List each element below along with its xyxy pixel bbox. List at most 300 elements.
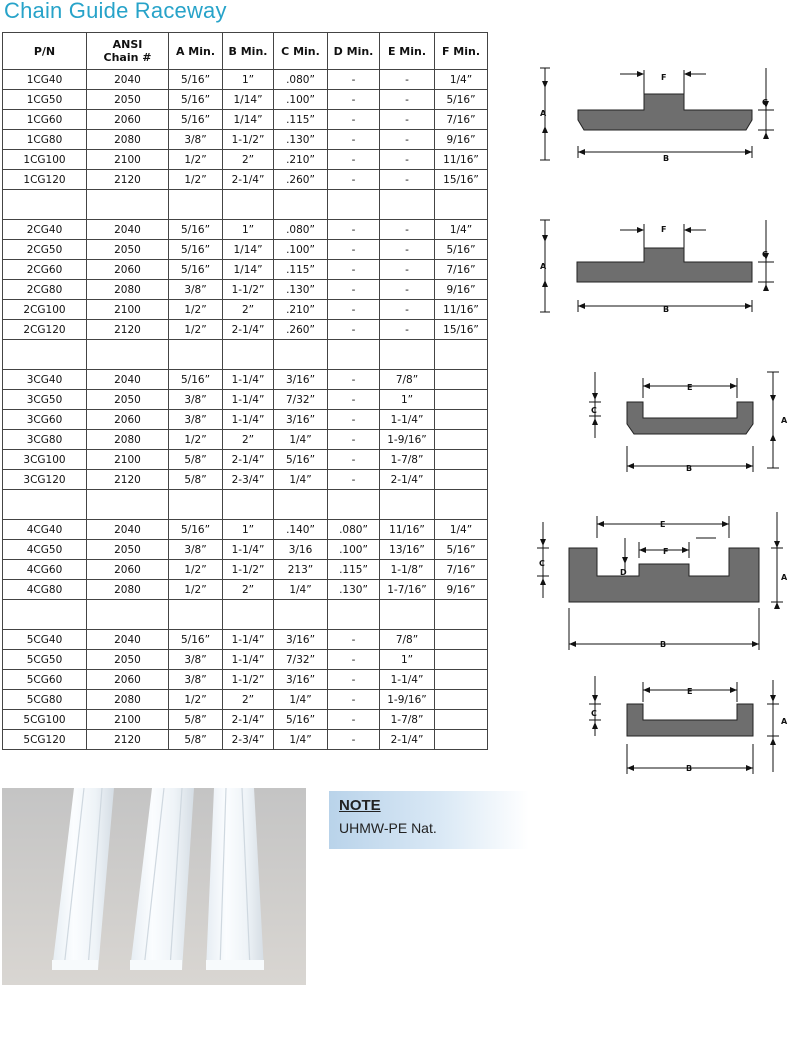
table-row xyxy=(3,650,488,670)
profile-diagram-5cg xyxy=(585,672,790,782)
table-cell: 2050 xyxy=(87,390,169,410)
table-cell: - xyxy=(328,470,380,490)
table-cell: 2CG100 xyxy=(3,300,87,320)
table-cell: 1/2” xyxy=(169,580,223,600)
table-cell: 7/16” xyxy=(435,560,488,580)
table-cell: 1-9/16” xyxy=(380,690,435,710)
column-header-label: C Min. xyxy=(281,44,320,58)
table-cell: 1/4” xyxy=(274,430,328,450)
table-cell: - xyxy=(328,170,380,190)
table-cell: 2-1/4” xyxy=(380,470,435,490)
table-cell: 5/8” xyxy=(169,450,223,470)
spacer-cell xyxy=(169,600,223,630)
table-cell: 4CG60 xyxy=(3,560,87,580)
group-spacer-row xyxy=(3,340,488,370)
table-row xyxy=(3,430,488,450)
table-cell: 2” xyxy=(223,150,274,170)
column-header-label: Chain # xyxy=(103,51,152,64)
table-cell: .080” xyxy=(274,220,328,240)
note-text: UHMW-PE Nat. xyxy=(339,820,437,836)
column-header xyxy=(87,33,169,70)
table-cell: 1-1/4” xyxy=(223,410,274,430)
dim-label-c: C xyxy=(591,406,597,415)
table-cell: .140” xyxy=(274,520,328,540)
dim-label-b: B xyxy=(686,464,693,473)
dim-label-f: F xyxy=(663,547,669,556)
table-cell: 2CG80 xyxy=(3,280,87,300)
profile-3cg-shape xyxy=(627,402,753,434)
table-cell: 1/2” xyxy=(169,300,223,320)
table-cell xyxy=(435,410,488,430)
table-cell: 1-1/2” xyxy=(223,280,274,300)
table-cell: - xyxy=(328,390,380,410)
table-cell: 5/8” xyxy=(169,470,223,490)
spacer-cell xyxy=(328,190,380,220)
spacer-cell xyxy=(87,190,169,220)
table-row xyxy=(3,70,488,90)
table-cell: 3CG40 xyxy=(3,370,87,390)
table-row xyxy=(3,300,488,320)
table-cell: 213” xyxy=(274,560,328,580)
table-row xyxy=(3,690,488,710)
table-cell: 2” xyxy=(223,300,274,320)
table-cell: - xyxy=(328,710,380,730)
table-row xyxy=(3,390,488,410)
table-cell: 5/16” xyxy=(169,70,223,90)
table-cell: 5CG100 xyxy=(3,710,87,730)
profile-5cg-shape xyxy=(627,704,753,736)
dim-label-b: B xyxy=(663,154,670,163)
table-cell: 1-1/4” xyxy=(380,670,435,690)
table-row xyxy=(3,670,488,690)
table-cell xyxy=(435,730,488,750)
table-cell: 2040 xyxy=(87,70,169,90)
table-cell: 5/16” xyxy=(169,240,223,260)
table-body xyxy=(3,70,488,750)
spacer-cell xyxy=(3,190,87,220)
table-header-row xyxy=(3,33,488,70)
dim-label-b: B xyxy=(686,764,693,773)
table-cell: 1CG120 xyxy=(3,170,87,190)
table-row xyxy=(3,280,488,300)
spacer-cell xyxy=(435,490,488,520)
table-cell: 2060 xyxy=(87,110,169,130)
table-cell xyxy=(435,430,488,450)
table-cell: 3/8” xyxy=(169,390,223,410)
profile-4cg-shape xyxy=(569,548,759,602)
table-cell: 2040 xyxy=(87,370,169,390)
table-cell: 1-1/4” xyxy=(223,370,274,390)
dim-label-a: A xyxy=(540,109,547,118)
spec-table xyxy=(2,32,488,750)
table-cell: - xyxy=(328,150,380,170)
spacer-cell xyxy=(3,600,87,630)
table-cell: 1/4” xyxy=(274,690,328,710)
table-cell: 5/16” xyxy=(274,450,328,470)
table-cell: 3CG50 xyxy=(3,390,87,410)
table-cell: 2080 xyxy=(87,580,169,600)
spacer-cell xyxy=(380,600,435,630)
table-cell: 3/8” xyxy=(169,650,223,670)
table-cell: 1-1/2” xyxy=(223,130,274,150)
spacer-cell xyxy=(274,490,328,520)
table-cell: .210” xyxy=(274,300,328,320)
table-cell: 1/4” xyxy=(435,70,488,90)
dim-label-d: D xyxy=(620,568,627,577)
table-row xyxy=(3,710,488,730)
table-cell: 2-1/4” xyxy=(223,320,274,340)
table-cell: - xyxy=(380,300,435,320)
table-cell: 2CG120 xyxy=(3,320,87,340)
table-cell: 1/2” xyxy=(169,170,223,190)
column-header-label: A Min. xyxy=(175,44,216,58)
table-cell: 2050 xyxy=(87,240,169,260)
table-row xyxy=(3,370,488,390)
dim-label-a: A xyxy=(540,262,547,271)
table-cell: 1” xyxy=(380,650,435,670)
table-cell: 3/16” xyxy=(274,370,328,390)
table-cell: - xyxy=(328,630,380,650)
column-header xyxy=(3,33,87,70)
table-row xyxy=(3,450,488,470)
table-cell: 2-1/4” xyxy=(380,730,435,750)
table-cell: 3/8” xyxy=(169,280,223,300)
table-cell: 2120 xyxy=(87,730,169,750)
table-cell: 1-1/8” xyxy=(380,560,435,580)
table-cell: 4CG80 xyxy=(3,580,87,600)
group-spacer-row xyxy=(3,490,488,520)
spacer-cell xyxy=(328,340,380,370)
table-cell: 1-9/16” xyxy=(380,430,435,450)
table-cell: 2080 xyxy=(87,430,169,450)
table-cell: - xyxy=(328,670,380,690)
table-cell: 5CG40 xyxy=(3,630,87,650)
table-row xyxy=(3,130,488,150)
table-cell: 3/16 xyxy=(274,540,328,560)
table-cell: 5/16” xyxy=(169,630,223,650)
table-cell: 1” xyxy=(223,520,274,540)
table-cell: 2120 xyxy=(87,470,169,490)
dim-label-c: C xyxy=(539,559,545,568)
table-cell: 1” xyxy=(223,220,274,240)
table-cell: 2050 xyxy=(87,540,169,560)
spacer-cell xyxy=(274,340,328,370)
table-cell: 5/16” xyxy=(169,110,223,130)
table-cell: 7/8” xyxy=(380,630,435,650)
profile-diagram-4cg xyxy=(533,508,793,658)
table-cell: 1/4” xyxy=(274,470,328,490)
spacer-cell xyxy=(87,340,169,370)
table-cell: 2050 xyxy=(87,650,169,670)
table-cell: 2120 xyxy=(87,320,169,340)
table-cell: - xyxy=(328,430,380,450)
table-cell: 5/16” xyxy=(169,90,223,110)
table-cell: 11/16” xyxy=(435,300,488,320)
table-cell: 3/8” xyxy=(169,130,223,150)
table-cell: - xyxy=(380,90,435,110)
spacer-cell xyxy=(380,190,435,220)
table-cell: - xyxy=(328,220,380,240)
table-cell: 1/2” xyxy=(169,560,223,580)
table-cell: 2100 xyxy=(87,300,169,320)
table-cell: 1-1/4” xyxy=(380,410,435,430)
table-cell: - xyxy=(328,110,380,130)
column-header xyxy=(380,33,435,70)
table-cell: 2040 xyxy=(87,220,169,240)
table-cell: 1” xyxy=(380,390,435,410)
table-cell: 2-1/4” xyxy=(223,170,274,190)
table-cell: 3/8” xyxy=(169,410,223,430)
table-cell: - xyxy=(328,130,380,150)
table-cell: 2CG50 xyxy=(3,240,87,260)
table-cell: 9/16” xyxy=(435,280,488,300)
table-cell: 2100 xyxy=(87,710,169,730)
table-cell: - xyxy=(328,730,380,750)
table-cell: - xyxy=(380,240,435,260)
table-cell xyxy=(435,710,488,730)
table-cell: 1/14” xyxy=(223,90,274,110)
profile-diagram-3cg xyxy=(585,368,790,478)
spacer-cell xyxy=(435,340,488,370)
table-cell: - xyxy=(328,280,380,300)
table-cell: 1CG100 xyxy=(3,150,87,170)
column-header-label: F Min. xyxy=(441,44,481,58)
table-cell: 2100 xyxy=(87,150,169,170)
table-cell: 5/16” xyxy=(169,260,223,280)
table-cell: 2040 xyxy=(87,520,169,540)
table-cell: 1/2” xyxy=(169,430,223,450)
spacer-cell xyxy=(87,490,169,520)
table-row xyxy=(3,170,488,190)
table-row xyxy=(3,90,488,110)
table-cell: 1/14” xyxy=(223,240,274,260)
spacer-cell xyxy=(3,490,87,520)
spacer-cell xyxy=(169,190,223,220)
table-cell: 1CG60 xyxy=(3,110,87,130)
table-cell: 3CG60 xyxy=(3,410,87,430)
table-cell xyxy=(435,450,488,470)
column-header-label: ANSI xyxy=(112,38,143,51)
dim-label-b: B xyxy=(660,640,667,649)
table-cell: - xyxy=(380,150,435,170)
table-cell: 2100 xyxy=(87,450,169,470)
dim-label-e: E xyxy=(687,687,693,696)
column-header xyxy=(223,33,274,70)
table-cell: 1CG50 xyxy=(3,90,87,110)
dim-label-c: C xyxy=(762,98,768,107)
table-cell: .080” xyxy=(274,70,328,90)
table-cell: - xyxy=(328,650,380,670)
table-cell: - xyxy=(328,320,380,340)
table-cell: 3CG120 xyxy=(3,470,87,490)
table-cell: .130” xyxy=(274,280,328,300)
profile-2cg-shape xyxy=(577,248,752,282)
dim-label-a: A xyxy=(781,416,788,425)
dim-label-a: A xyxy=(781,717,788,726)
note-heading: NOTE xyxy=(339,797,381,814)
spacer-cell xyxy=(328,490,380,520)
table-cell: 1-7/8” xyxy=(380,450,435,470)
table-cell: - xyxy=(328,450,380,470)
dim-label-e: E xyxy=(687,383,693,392)
dim-label-f: F xyxy=(661,225,667,234)
table-cell xyxy=(435,390,488,410)
table-cell: - xyxy=(328,90,380,110)
table-cell: - xyxy=(380,170,435,190)
table-cell: 7/16” xyxy=(435,110,488,130)
table-cell: 11/16” xyxy=(380,520,435,540)
table-cell: 7/16” xyxy=(435,260,488,280)
table-cell: .115” xyxy=(274,260,328,280)
table-cell: 1/4” xyxy=(435,220,488,240)
table-cell: 2” xyxy=(223,430,274,450)
table-cell: 2CG40 xyxy=(3,220,87,240)
column-header xyxy=(435,33,488,70)
profile-diagram-1cg xyxy=(530,64,790,164)
table-cell: - xyxy=(380,110,435,130)
table-row xyxy=(3,150,488,170)
table-cell: .115” xyxy=(274,110,328,130)
table-cell: 3/16” xyxy=(274,670,328,690)
table-cell: 1-1/4” xyxy=(223,650,274,670)
table-cell: - xyxy=(328,370,380,390)
dim-label-c: C xyxy=(591,709,597,718)
table-cell: 2120 xyxy=(87,170,169,190)
table-cell: - xyxy=(328,240,380,260)
table-cell: 3/16” xyxy=(274,410,328,430)
table-cell: 3/8” xyxy=(169,670,223,690)
column-header xyxy=(169,33,223,70)
table-cell: - xyxy=(380,130,435,150)
column-header-label: D Min. xyxy=(333,44,374,58)
group-spacer-row xyxy=(3,600,488,630)
spacer-cell xyxy=(274,600,328,630)
table-cell: 4CG50 xyxy=(3,540,87,560)
table-cell: - xyxy=(328,410,380,430)
column-header xyxy=(274,33,328,70)
table-cell: .260” xyxy=(274,320,328,340)
table-row xyxy=(3,220,488,240)
table-row xyxy=(3,580,488,600)
table-cell: 1/4” xyxy=(435,520,488,540)
table-cell: 11/16” xyxy=(435,150,488,170)
table-cell: 1/2” xyxy=(169,150,223,170)
table-cell: - xyxy=(380,220,435,240)
table-cell: 5/8” xyxy=(169,730,223,750)
table-row xyxy=(3,410,488,430)
table-row xyxy=(3,260,488,280)
table-cell: 1/14” xyxy=(223,110,274,130)
profile-diagram-2cg xyxy=(530,216,790,316)
spacer-cell xyxy=(223,340,274,370)
table-cell: 2-3/4” xyxy=(223,470,274,490)
table-cell: .130” xyxy=(328,580,380,600)
table-row xyxy=(3,540,488,560)
table-cell: .100” xyxy=(274,90,328,110)
table-row xyxy=(3,320,488,340)
table-cell: 4CG40 xyxy=(3,520,87,540)
spacer-cell xyxy=(223,190,274,220)
table-cell: 1/4” xyxy=(274,730,328,750)
table-cell: 5CG120 xyxy=(3,730,87,750)
table-cell: .080” xyxy=(328,520,380,540)
table-cell: 5/16” xyxy=(169,220,223,240)
page-title: Chain Guide Raceway xyxy=(4,0,227,23)
table-cell: .210” xyxy=(274,150,328,170)
table-cell: 7/32” xyxy=(274,390,328,410)
spacer-cell xyxy=(274,190,328,220)
table-cell: 5/16” xyxy=(169,370,223,390)
dim-label-c: C xyxy=(762,250,768,259)
table-cell: .100” xyxy=(274,240,328,260)
table-cell: .115” xyxy=(328,560,380,580)
table-cell: 5/16” xyxy=(435,90,488,110)
table-cell: 1-1/2” xyxy=(223,560,274,580)
table-cell: 2CG60 xyxy=(3,260,87,280)
table-cell: 5/16” xyxy=(169,520,223,540)
table-cell xyxy=(435,470,488,490)
column-header-label: P/N xyxy=(33,44,56,58)
table-cell: 3/8” xyxy=(169,540,223,560)
column-header-label: B Min. xyxy=(228,44,268,58)
table-cell: .130” xyxy=(274,130,328,150)
table-cell: 3CG80 xyxy=(3,430,87,450)
table-cell: 1CG80 xyxy=(3,130,87,150)
table-cell xyxy=(435,690,488,710)
table-cell xyxy=(435,370,488,390)
table-cell: 9/16” xyxy=(435,580,488,600)
dim-label-a: A xyxy=(781,573,788,582)
table-cell: 5CG60 xyxy=(3,670,87,690)
table-cell: .260” xyxy=(274,170,328,190)
table-cell: 3/16” xyxy=(274,630,328,650)
table-cell: 5/8” xyxy=(169,710,223,730)
table-row xyxy=(3,730,488,750)
table-cell: - xyxy=(328,260,380,280)
table-row xyxy=(3,240,488,260)
spacer-cell xyxy=(169,490,223,520)
dim-label-f: F xyxy=(661,73,667,82)
spacer-cell xyxy=(435,600,488,630)
table-cell: 2-1/4” xyxy=(223,450,274,470)
table-cell: 1-1/4” xyxy=(223,390,274,410)
table-cell: 1/14” xyxy=(223,260,274,280)
table-cell xyxy=(435,650,488,670)
table-cell: 2080 xyxy=(87,690,169,710)
table-cell: 2-3/4” xyxy=(223,730,274,750)
table-cell: 13/16” xyxy=(380,540,435,560)
table-cell: - xyxy=(328,690,380,710)
note-box xyxy=(329,791,529,849)
table-cell: - xyxy=(380,280,435,300)
table-cell: 2” xyxy=(223,580,274,600)
table-row xyxy=(3,520,488,540)
table-cell: 5/16” xyxy=(435,540,488,560)
table-row xyxy=(3,470,488,490)
table-cell: 2040 xyxy=(87,630,169,650)
table-cell: 1-1/4” xyxy=(223,540,274,560)
table-cell: 15/16” xyxy=(435,320,488,340)
table-cell xyxy=(435,670,488,690)
table-cell: 1-7/8” xyxy=(380,710,435,730)
spacer-cell xyxy=(3,340,87,370)
table-cell: 7/8” xyxy=(380,370,435,390)
table-cell: - xyxy=(380,260,435,280)
group-spacer-row xyxy=(3,190,488,220)
table-cell: 2060 xyxy=(87,410,169,430)
table-cell: 2080 xyxy=(87,280,169,300)
table-cell: 1CG40 xyxy=(3,70,87,90)
